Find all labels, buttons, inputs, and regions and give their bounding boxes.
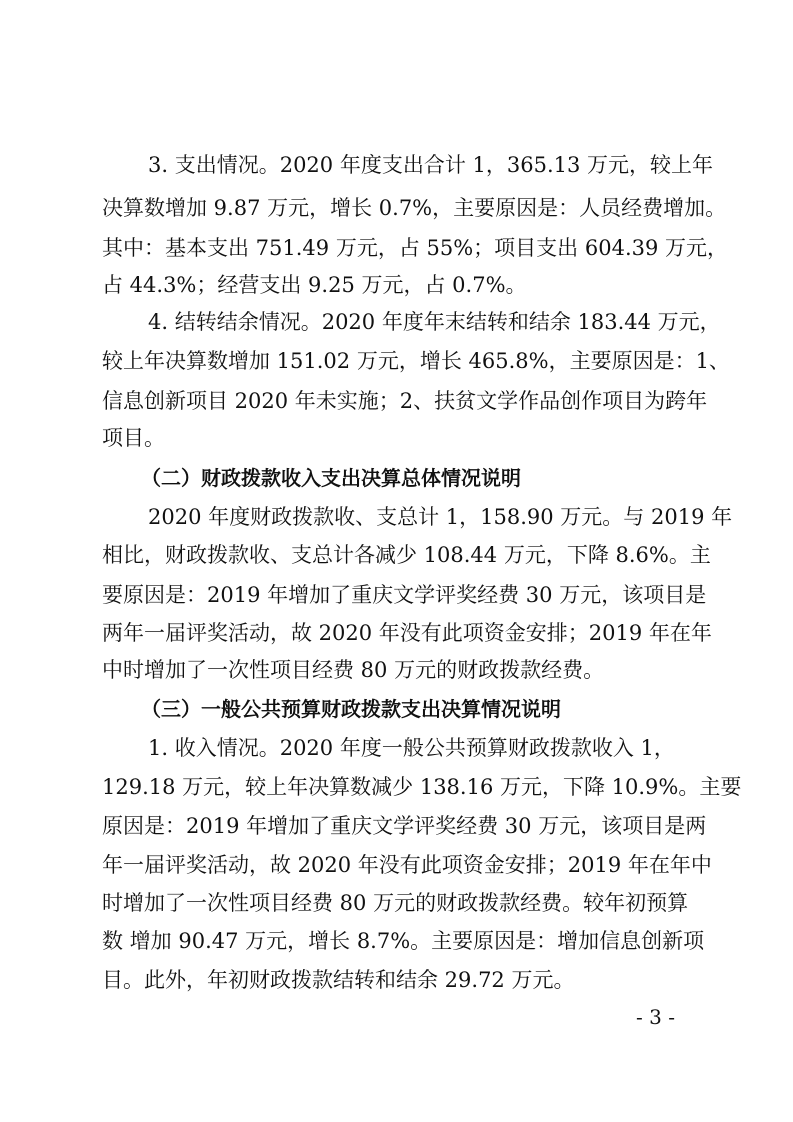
paragraph-expenditure-line-4: 占 44.3%；经营支出 9.25 万元，占 0.7%。: [102, 273, 527, 297]
paragraph-fiscal-overall-line-1: 2020 年度财政拨款收、支总计 1，158.90 万元。与 2019 年: [148, 505, 733, 529]
section-heading-general-public-budget: （三）一般公共预算财政拨款支出决算情况说明: [141, 697, 561, 721]
paragraph-income-line-1: 1. 收入情况。2020 年度一般公共预算财政拨款收入 1，: [148, 736, 675, 760]
paragraph-income-line-2: 129.18 万元，较上年决算数减少 138.16 万元，下降 10.9%。主要: [102, 775, 742, 799]
paragraph-fiscal-overall-line-5: 中时增加了一次性项目经费 80 万元的财政拨款经费。: [102, 658, 605, 682]
paragraph-fiscal-overall-line-2: 相比，财政拨款收、支总计各减少 108.44 万元，下降 8.6%。主: [102, 543, 711, 567]
paragraph-income-line-7: 目。此外，年初财政拨款结转和结余 29.72 万元。: [102, 968, 575, 992]
paragraph-fiscal-overall-line-4: 两年一届评奖活动，故 2020 年没有此项资金安排；2019 年在年: [102, 621, 712, 645]
paragraph-income-line-6: 数 增加 90.47 万元，增长 8.7%。主要原因是：增加信息创新项: [102, 929, 705, 953]
paragraph-expenditure-line-1: 3. 支出情况。2020 年度支出合计 1，365.13 万元，较上年: [148, 153, 714, 177]
paragraph-carryover-line-3: 信息创新项目 2020 年未实施；2、扶贫文学作品创作项目为跨年: [102, 389, 708, 413]
paragraph-carryover-line-4: 项目。: [102, 426, 165, 450]
paragraph-income-line-3: 原因是：2019 年增加了重庆文学评奖经费 30 万元，该项目是两: [102, 814, 707, 838]
paragraph-expenditure-line-3: 其中：基本支出 751.49 万元，占 55%；项目支出 604.39 万元，: [102, 236, 729, 260]
page-number: - 3 -: [636, 1005, 675, 1029]
paragraph-expenditure-line-2: 决算数增加 9.87 万元，增长 0.7%，主要原因是：人员经费增加。: [102, 196, 727, 220]
paragraph-carryover-line-2: 较上年决算数增加 151.02 万元，增长 465.8%，主要原因是：1、: [102, 349, 730, 373]
section-heading-fiscal-allocation-overall: （二）财政拨款收入支出决算总体情况说明: [141, 466, 521, 490]
paragraph-income-line-4: 年一届评奖活动，故 2020 年没有此项资金安排；2019 年在年中: [102, 853, 712, 877]
paragraph-income-line-5: 时增加了一次性项目经费 80 万元的财政拨款经费。较年初预算: [102, 891, 689, 915]
paragraph-fiscal-overall-line-3: 要原因是：2019 年增加了重庆文学评奖经费 30 万元，该项目是: [102, 583, 707, 607]
paragraph-carryover-line-1: 4. 结转结余情况。2020 年度年末结转和结余 183.44 万元，: [148, 310, 721, 334]
